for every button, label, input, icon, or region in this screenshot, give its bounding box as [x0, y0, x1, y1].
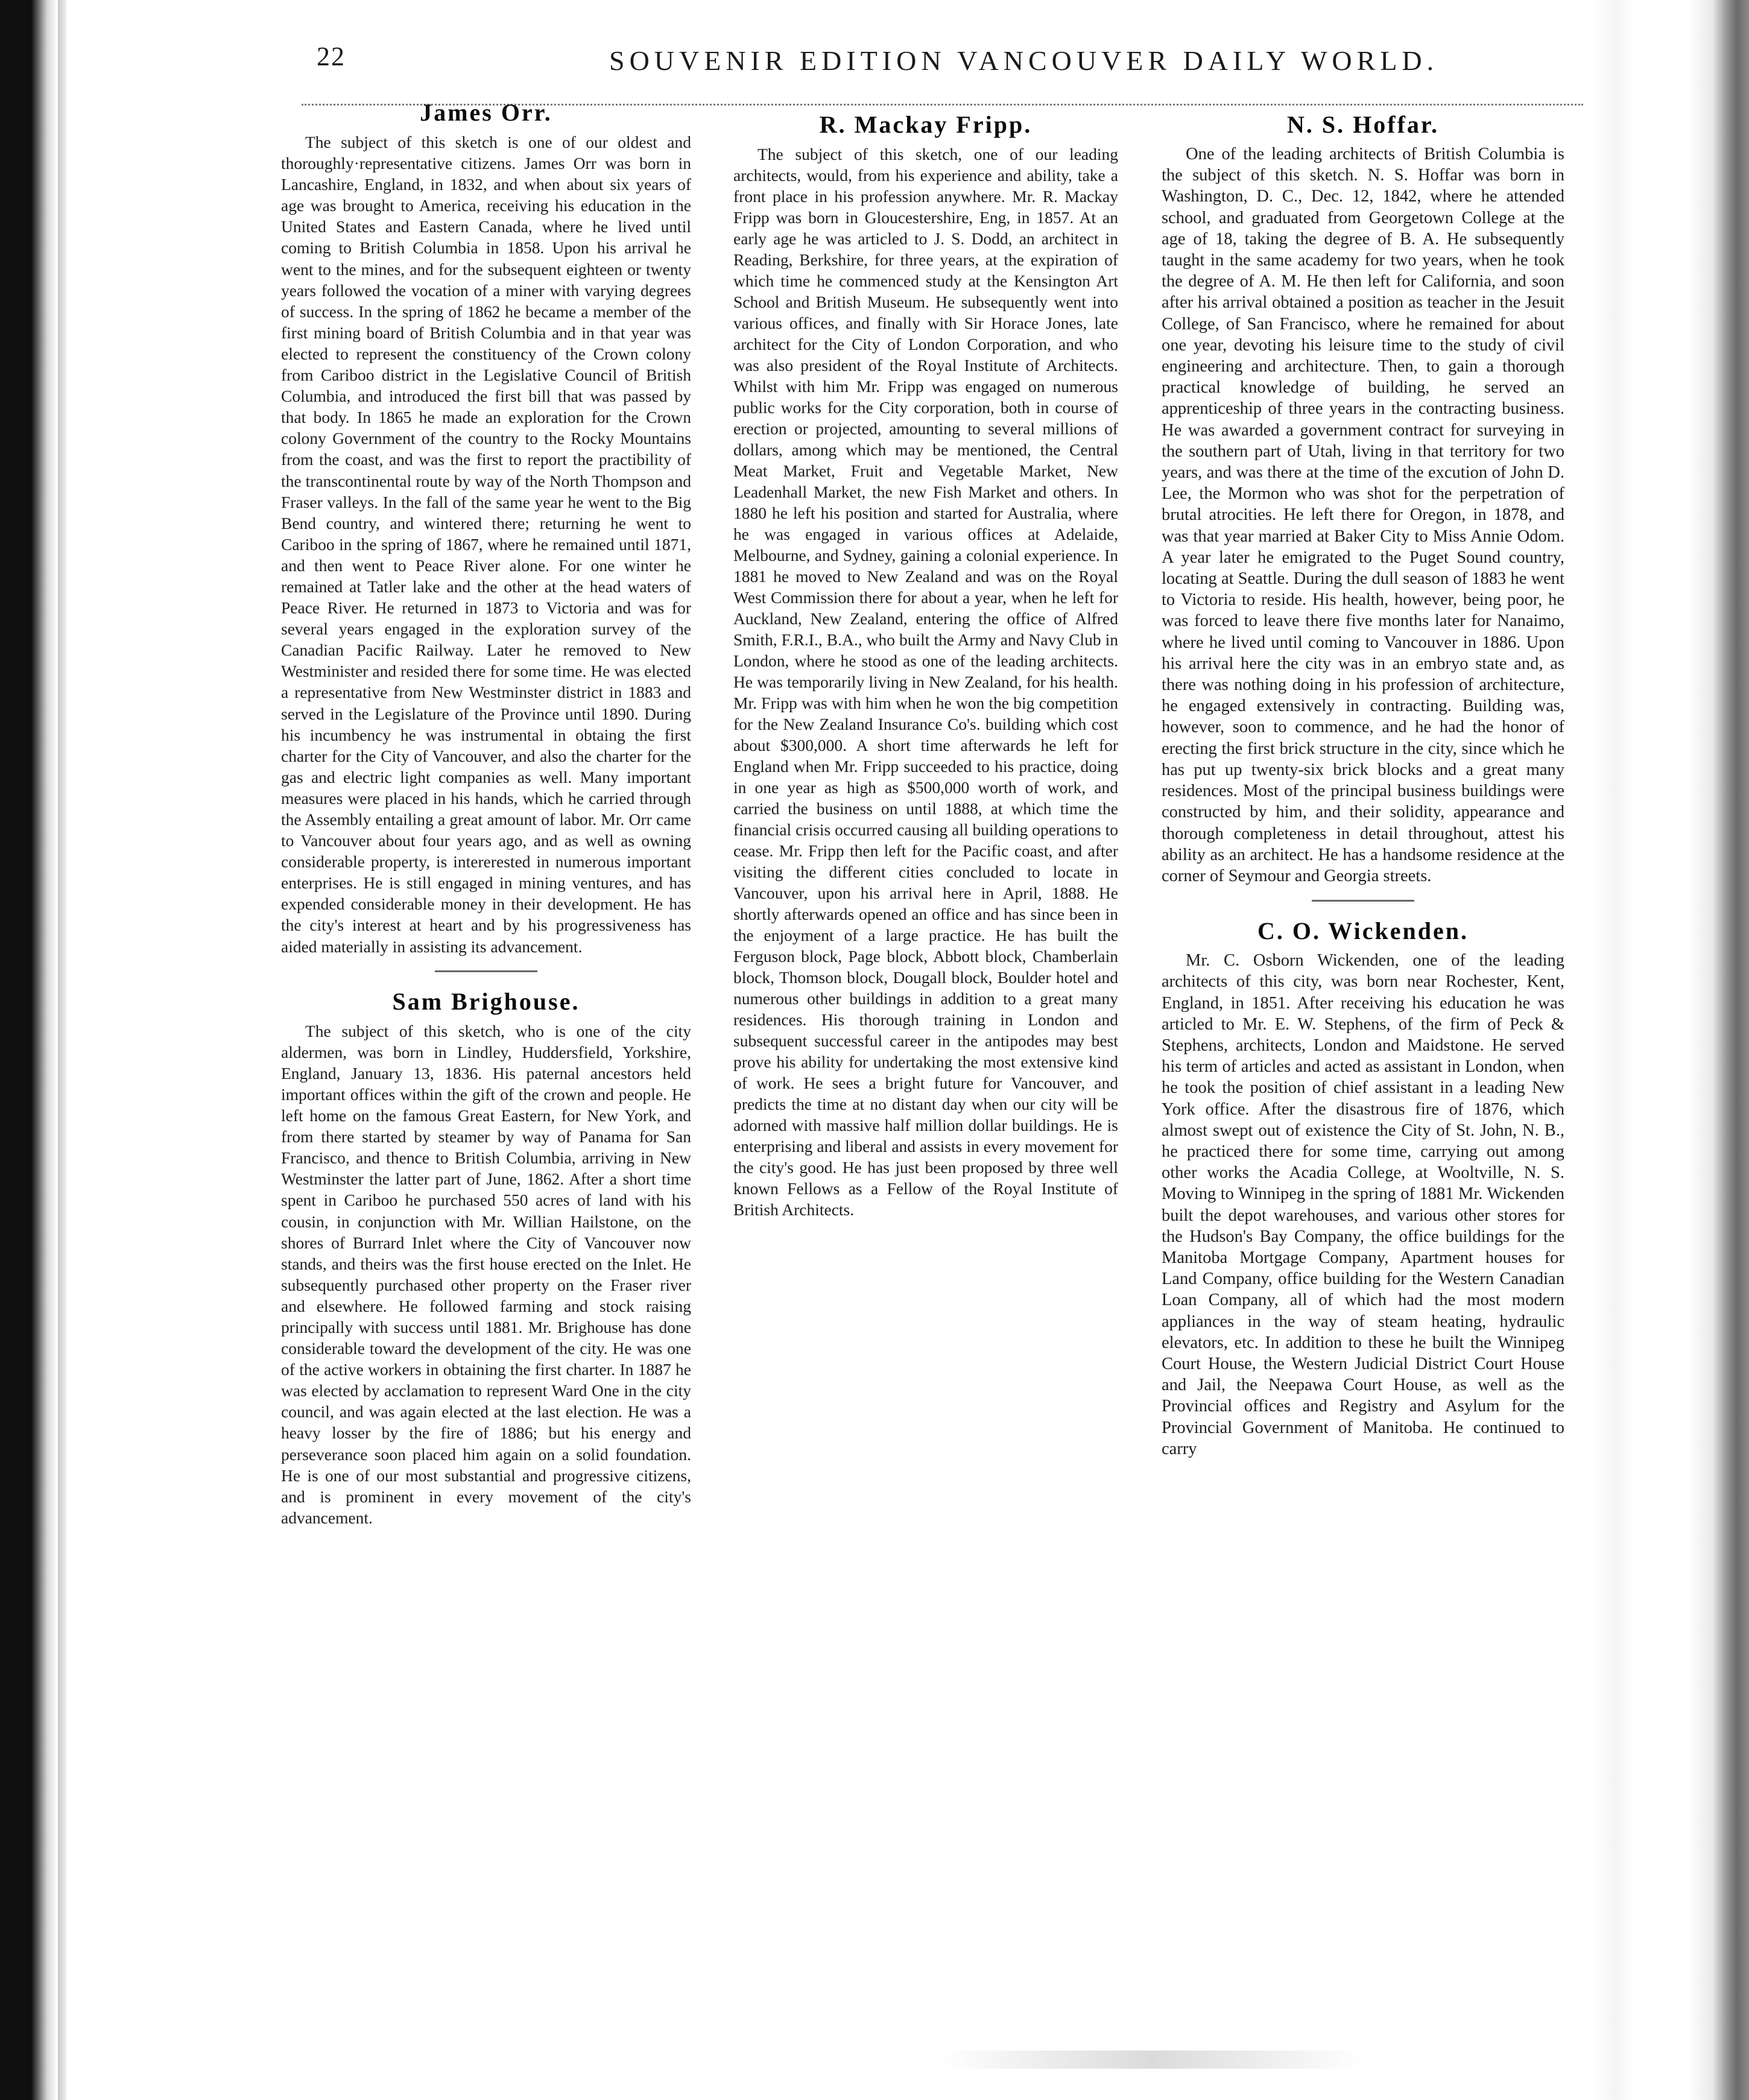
scan-smudge — [941, 2051, 1363, 2069]
article-body-wickenden: Mr. C. Osborn Wickenden, one of the leading architects of this city, was born near Rochester, Kent, England, in 1851. After receiving his education he was articled to Mr. E. W. Stephens, of the firm of Peck & Stephens, architects, London and Maidstone. He served his term of articles and acted as assistant in London, when he took the position of chief assistant in a leading New York office. After the disastrous fire of 1876, which almost swept out of existence the City of St. John, N. B., he practiced there for some time, carrying out among other works the Acadia College, at Wooltville, N. S. Moving to Winnipeg in the spring of 1881 Mr. Wickenden built the depot warehouses, and various other stores for the Hudson's Bay Company, the office buildings for the Manitoba Mortgage Company, Apartment houses for Land Company, office building for the Western Canadian Loan Company, all of which had the most modern appliances in the way of steam heating, hydraulic elevators, etc. In addition to these he built the Winnipeg Court House, the Western Judicial District Court House and Jail, the Neepawa Court House, as well as the Provincial offices and Registry and Asylum for the Provincial Government of Manitoba. He continued to carry — [1162, 951, 1564, 1458]
article-heading-mackay-fripp: R. Mackay Fripp. — [819, 111, 1033, 138]
article-body-sam-brighouse: The subject of this sketch, who is one of the city aldermen, was born in Lindley, Huddersfield, Yorkshire, England, January 13, 1836. His paternal ancestors held important offices within the gift of the crown and people. He left home on the famous Great Eastern, for New York, and from there started by steamer by way of Panama for San Francisco, and thence to British Columbia, arriving in New Westminster the latter part of June, 1862. After a short time spent in Cariboo he purchased 550 acres of land with his cousin, in conjunction with Mr. Willian Hailstone, on the shores of Burrard Inlet where the City of Vancouver now stands, and theirs was the first house erected on the Inlet. He subsequently purchased other property on the Fraser river and elsewhere. He followed farming and stock raising principally with success until 1881. Mr. Brighouse has done considerable toward the development of the city. He was one of the active workers in obtaining the first charter. In 1887 he was elected by acclamation to represent Ward One in the city council, and was again elected at the last election. He was a heavy losser by the fire of 1886; but his energy and perseverance soon placed him again on a solid foundation. He is one of our most substantial and progressive citizens, and is prominent in every movement of the city's advancement. — [281, 1021, 691, 1527]
column-left — [281, 90, 691, 1906]
scan-edge-left — [0, 0, 57, 2100]
running-title: SOUVENIR EDITION VANCOUVER DAILY WORLD. — [609, 45, 1439, 76]
scan-edge-right — [1592, 0, 1749, 2100]
article-heading-sam-brighouse: Sam Brighouse. — [392, 987, 580, 1015]
article-separator — [1312, 900, 1414, 902]
page-number: 22 — [317, 42, 346, 71]
binding-gutter — [58, 0, 66, 2100]
article-body-hoffar: One of the leading architects of British Columbia is the subject of this sketch. N. S. Hoffar was born in Washington, D. C., Dec. 12, 1842, where he attended school, and graduated from Georgetown College at the age of 18, taking the degree of B. A. He subsequently taught in the same academy for two years, when he took the degree of A. M. He then left for California, and soon after his arrival obtained a position as teacher in the Jesuit College, of San Francisco, where he remained for about one year, devoting his leisure time to the study of civil engineering and architecture. Then, to gain a thorough practical knowledge of building, he served an apprenticeship of three years in the contracting business. He was awarded a government contract for surveying in the southern part of Utah, living in that territory for two years, and was there at the time of the excution of John D. Lee, the Mormon who was shot for the perpetration of brutal atrocities. He left there for Oregon, in 1878, and was that year married at Baker City to Miss Annie Odom. A year later he emigrated to the Puget Sound country, locating at Seattle. During the dull season of 1883 he went to Victoria to reside. His health, however, being poor, he was forced to leave there five months later for Nanaimo, where he lived until coming to Vancouver in 1886. Upon his arrival here the city was in an embryo state and, as there was nothing doing in his profession of architecture, he engaged extensively in contracting. Building was, however, soon to commence, and he had the honor of erecting the first brick structure in the city, since which he has put up twenty-six brick blocks and a great many residences. Most of the principal business buildings were constructed by him, and their solidity, appearance and thorough completeness in detail throughout, attest his ability as an architect. He has a handsome residence at the corner of Seymour and Georgia streets. — [1162, 145, 1564, 885]
article-heading-hoffar: N. S. Hoffar. — [1287, 111, 1439, 138]
article-heading-wickenden: C. O. Wickenden. — [1257, 917, 1469, 945]
article-heading-james-orr: James Orr. — [420, 99, 552, 126]
article-body-james-orr: The subject of this sketch is one of our oldest and thoroughly·representative citizens. James Orr was born in Lancashire, England, in 1832, and when about six years of age was brought to America, receiving his education in the United States and Eastern Canada, where he lived until coming to British Columbia in 1858. Upon his arrival he went to the mines, and for the subsequent eighteen or twenty years followed the vocation of a miner with varying degrees of success. In the spring of 1862 he became a member of the first mining board of British Columbia and in that year was elected to represent the constituency of the Crown colony from Cariboo district in the Legislative Council of British Columbia, and introduced the first bill that was passed by that body. In 1865 he made an exploration for the Crown colony Government of the country to the Rocky Mountains from the coast, and was the first to report the practibility of the transcontinental route by way of the North Thompson and Fraser valleys. In the fall of the same year he went to the Big Bend country, and wintered there; returning he went to Cariboo in the spring of 1867, where he remained until 1871, and then went to Peace River alone. For one winter he remained at Tatler lake and the other at the head waters of Peace River. He returned in 1873 to Victoria and was for several years engaged in the exploration survey of the Canadian Pacific Railway. Later he removed to New Westminister and resided there for some time. He was elected a representative from New Westminster district in 1883 and served in the Legislature of the Province until 1890. During his incumbency he was instrumental in obtaing the first charter for the City of Vancouver, and also the charter for the gas and electric light companies as well. Many important measures were placed in his hands, which he carried through the Assembly entailing a great amount of labor. Mr. Orr came to Vancouver about four years ago, and as well as owning considerable property, is intererested in numerous important enterprises. He is still engaged in mining ventures, and has expended considerable money in their development. He has the city's interest at heart and by his progressiveness has aided materially in assisting its advancement. — [281, 133, 691, 956]
column-middle — [733, 103, 1118, 1918]
article-body-mackay-fripp: The subject of this sketch, one of our leading architects, would, from his experience and ability, take a front place in his profession anywhere. Mr. R. Mackay Fripp was born in Gloucestershire, Eng, in 1857. At an early age he was articled to J. S. Dodd, an architect in Reading, Berkshire, for three years, at the expiration of which time he commenced study at the Kensington Art School and British Museum. He subsequently went into various offices, and finally with Sir Horace Jones, late architect for the City of London Corporation, and who was also president of the Royal Institute of Architects. Whilst with him Mr. Fripp was engaged on numerous public works for the City corporation, both in course of erection or projected, amounting to several millions of dollars, among which may be mentioned, the Central Meat Market, Fruit and Vegetable Market, New Leadenhall Market, the new Fish Market and others. In 1880 he left his position and started for Australia, where he was engaged in various offices at Adelaide, Melbourne, and Sydney, gaining a colonial experience. In 1881 he moved to New Zealand and was on the Royal West Commission there for about a year, when he left for Auckland, New Zealand, entering the office of Alfred Smith, F.R.I., B.A., who built the Army and Navy Club in London, where he stood as one of the leading architects. He was temporarily living in New Zealand, for his health. Mr. Fripp was with him when he won the big competition for the New Zealand Insurance Co's. building which cost about $300,000. A short time afterwards he left for England when Mr. Fripp succeeded to his practice, doing in one year as high as $500,000 worth of work, and carried the business on until 1888, at which time the financial crisis occurred causing all building operations to cease. Mr. Fripp then left for the Pacific coast, and after visiting the different cities concluded to locate in Vancouver, upon his arrival here in April, 1888. He shortly afterwards opened an office and has since been in the enjoyment of a large practice. He has built the Ferguson block, Page block, Abbott block, Chamberlain block, Thomson block, Dougall block, Boulder hotel and numerous other buildings in addition to a great many residences. His thorough training in London and subsequent successful career in the antipodes may best prove his ability for undertaking the most extensive kind of work. He sees a bright future for Vancouver, and predicts the time at no distant day when our city will be adorned with massive half million dollar buildings. He is enterprising and liberal and assists in every movement for the city's good. He has just been proposed by three well known Fellows as a Fellow of the Royal Institute of British Architects. — [733, 145, 1118, 1219]
column-right — [1162, 103, 1564, 1918]
article-separator — [435, 970, 537, 972]
